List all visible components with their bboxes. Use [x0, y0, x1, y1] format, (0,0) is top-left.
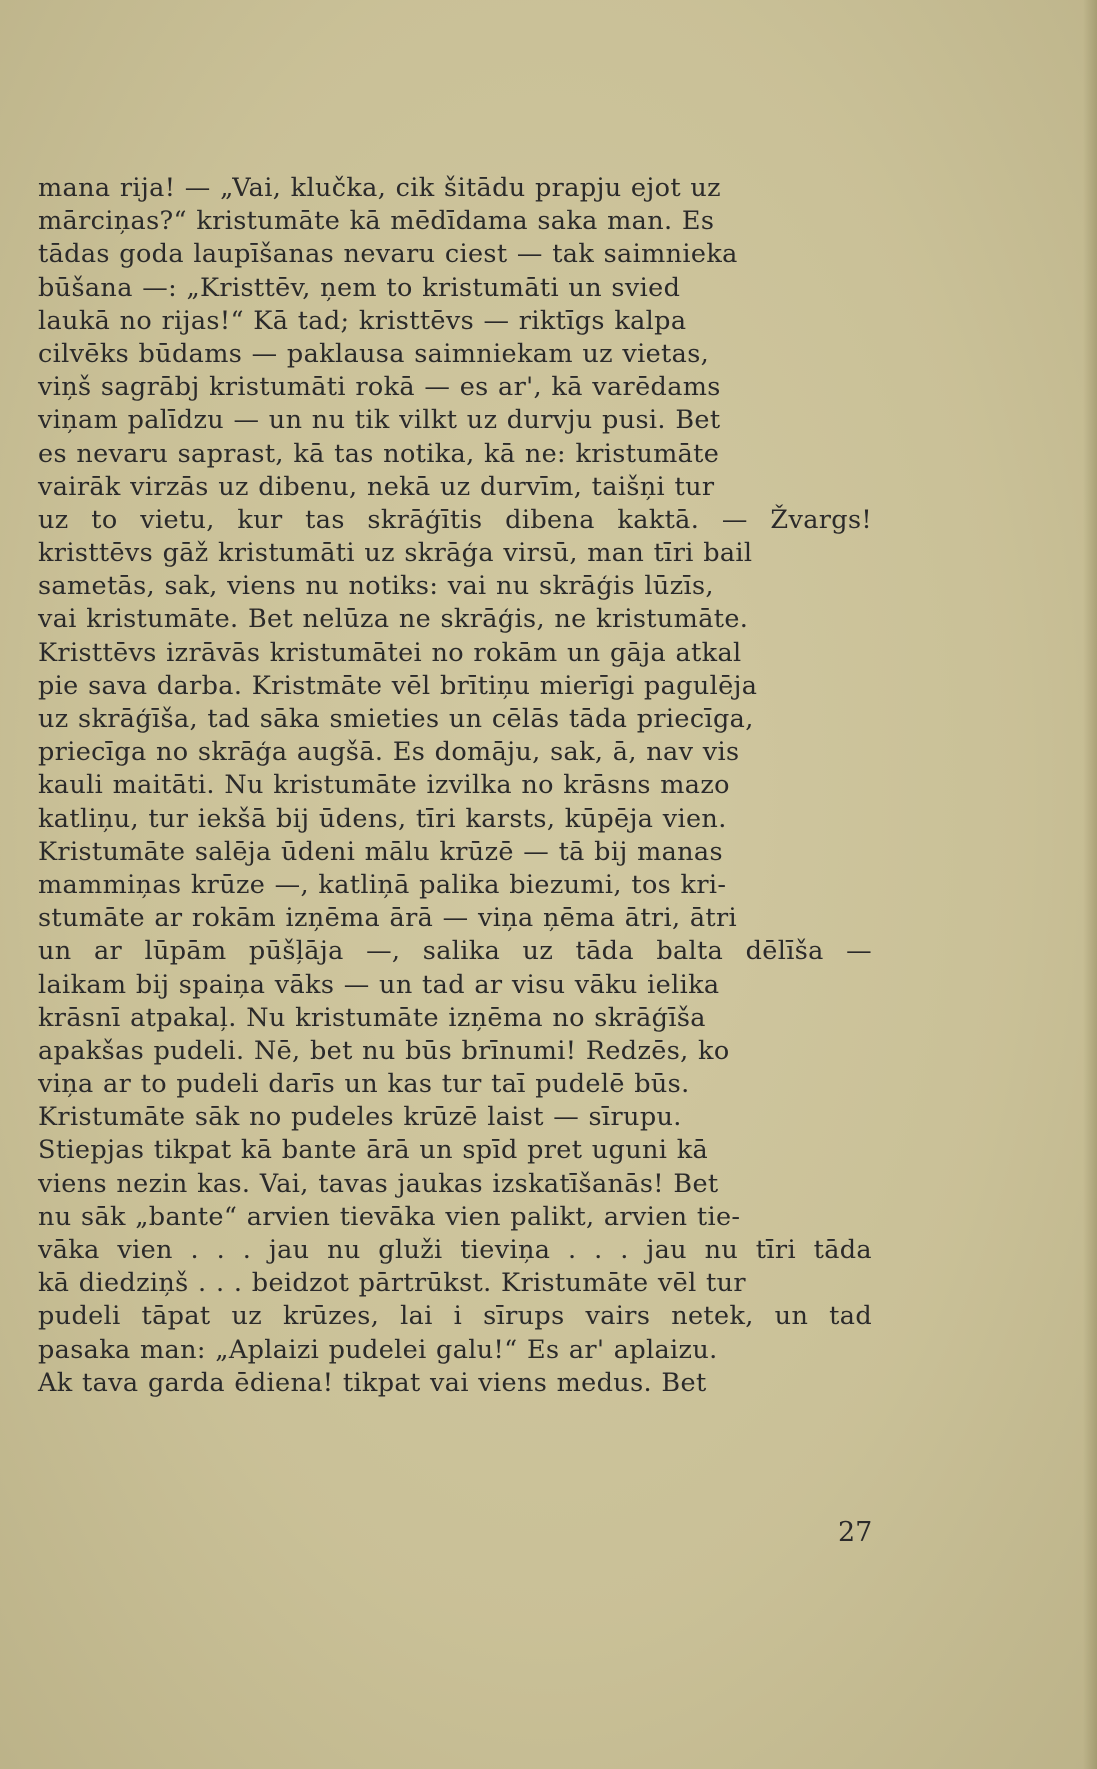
text-line: Stiepjas tikpat kā bante ārā un spīd pret uguni kā: [38, 1135, 709, 1166]
text-line: pasaka man: „Aplaizi pudelei galu!“ Es ar' aplaizu.: [38, 1334, 718, 1365]
text-line: tādas goda laupīšanas nevaru ciest — tak saimnieka: [38, 239, 738, 270]
text-line: uz skrāģīša, tad sāka smieties un cēlās tāda priecīga,: [38, 704, 754, 734]
text-line: kauli maitāti. Nu kristumāte izvilka no krāsns mazo: [38, 770, 730, 801]
text-line: vai kristumāte. Bet nelūza ne skrāģis, ne kristumāte.: [38, 604, 749, 635]
text-line: un ar lūpām pūšļāja —, salika uz tāda balta dēlīša —: [38, 936, 872, 967]
text-line: pie sava darba. Kristmāte vēl brītiņu mierīgi pagulēja: [38, 670, 758, 701]
text-line: viens nezin kas. Vai, tavas jaukas izskatīšanās! Bet: [38, 1168, 719, 1199]
text-line: cilvēks būdams — paklausa saimniekam uz vietas,: [38, 338, 710, 369]
text-line: būšana —: „Kristtēv, ņem to kristumāti un svied: [38, 272, 681, 303]
text-line: nu sāk „bante“ arvien tievāka vien palikt, arvien tie-: [38, 1201, 741, 1232]
text-line: katliņu, tur iekšā bij ūdens, tīri karsts, kūpēja vien.: [38, 803, 727, 834]
text-line: krāsnī atpakaļ. Nu kristumāte izņēma no skrāģīša: [38, 1002, 706, 1033]
text-line: kristtēvs gāž kristumāti uz skrāģa virsū, man tīri bail: [38, 538, 753, 569]
text-line: mārciņas?“ kristumāte kā mēdīdama saka man. Es: [38, 206, 715, 237]
text-line: vairāk virzās uz dibenu, nekā uz durvīm, taišņi tur: [38, 471, 715, 502]
text-line: Kristumāte salēja ūdeni mālu krūzē — tā bij manas: [38, 836, 723, 867]
text-line: Kristtēvs izrāvās kristumātei no rokām un gāja atkal: [38, 637, 742, 668]
text-line: uz to vietu, kur tas skrāģītis dibena kaktā. — Žvargs!: [38, 504, 872, 535]
text-line: vāka vien . . . jau nu gluži tieviņa . . . jau nu tīri tāda: [38, 1235, 872, 1265]
text-line: Ak tava garda ēdiena! tikpat vai viens medus. Bet: [38, 1367, 707, 1398]
text-line: kā diedziņš . . . beidzot pārtrūkst. Kristumāte vēl tur: [38, 1268, 746, 1299]
text-line: es nevaru saprast, kā tas notika, kā ne: kristumāte: [38, 438, 720, 469]
page-edge-shadow: [1083, 0, 1097, 1769]
text-line: Kristumāte sāk no pudeles krūzē laist — sīrupu.: [38, 1102, 682, 1133]
text-line: viņam palīdzu — un nu tik vilkt uz durvju pusi. Bet: [38, 405, 721, 436]
page-number: 27: [838, 1517, 873, 1548]
body-text: [38, 172, 872, 1400]
text-line: mammiņas krūze —, katliņā palika biezumi, tos kri-: [38, 869, 727, 900]
text-line: apakšas pudeli. Nē, bet nu būs brīnumi! Redzēs, ko: [38, 1035, 730, 1066]
text-line: laikam bij spaiņa vāks — un tad ar visu vāku ielika: [38, 969, 720, 1000]
text-line: mana rija! — „Vai, klučka, cik šitādu prapju ejot uz: [38, 173, 721, 203]
text-line: sametās, sak, viens nu notiks: vai nu skrāģis lūzīs,: [38, 571, 714, 602]
text-line: viņš sagrābj kristumāti rokā — es ar', kā varēdams: [38, 372, 721, 403]
text-line: viņa ar to pudeli darīs un kas tur taī pudelē būs.: [38, 1069, 690, 1100]
text-line: laukā no rijas!“ Kā tad; kristtēvs — riktīgs kalpa: [38, 305, 687, 336]
text-line: priecīga no skrāģa augšā. Es domāju, sak, ā, nav vis: [38, 737, 740, 768]
text-line: stumāte ar rokām izņēma ārā — viņa ņēma ātri, ātri: [38, 903, 738, 934]
text-line: pudeli tāpat uz krūzes, lai i sīrups vairs netek, un tad: [38, 1301, 872, 1332]
